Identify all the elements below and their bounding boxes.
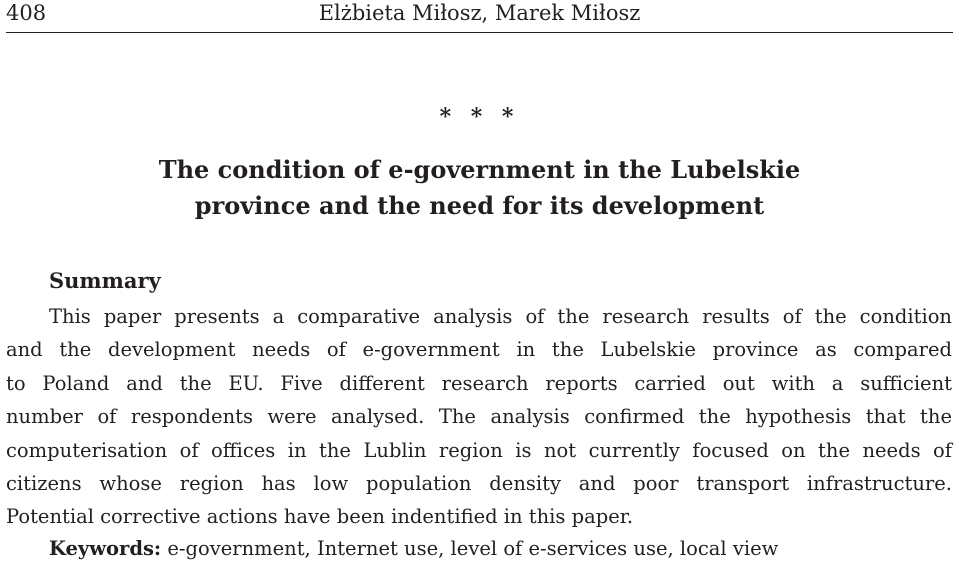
- abstract-line: number of respondents were analysed. The analysis confirmed the hypothesis that the: [6, 405, 952, 429]
- running-header-authors: Elżbieta Miłosz, Marek Miłosz: [318, 1, 641, 25]
- article-title-line-1: The condition of e-government in the Lubelskie: [158, 155, 801, 184]
- page-number: 408: [6, 1, 47, 25]
- keywords-text: e-government, Internet use, level of e-services use, local view: [167, 537, 779, 560]
- abstract-line: and the development needs of e-government in the Lubelskie province as compared: [6, 338, 952, 362]
- article-title-line-2: province and the need for its development: [194, 191, 765, 220]
- section-separator: * * *: [439, 104, 520, 130]
- abstract-line: Potential corrective actions have been indentified in this paper.: [6, 505, 634, 529]
- running-header: [6, 0, 953, 33]
- keywords-label: Keywords:: [49, 537, 162, 560]
- abstract-line: to Poland and the EU. Five different research reports carried out with a sufficient: [6, 371, 952, 395]
- summary-heading: Summary: [49, 268, 161, 293]
- article-title: [0, 152, 959, 224]
- abstract-line: computerisation of offices in the Lublin region is not currently focused on the needs of: [6, 438, 952, 462]
- abstract-line: This paper presents a comparative analysis of the research results of the condition: [49, 305, 952, 328]
- summary-abstract: [6, 300, 952, 534]
- abstract-line: citizens whose region has low population density and poor transport infrastructure.: [6, 472, 952, 496]
- keywords: [49, 534, 778, 564]
